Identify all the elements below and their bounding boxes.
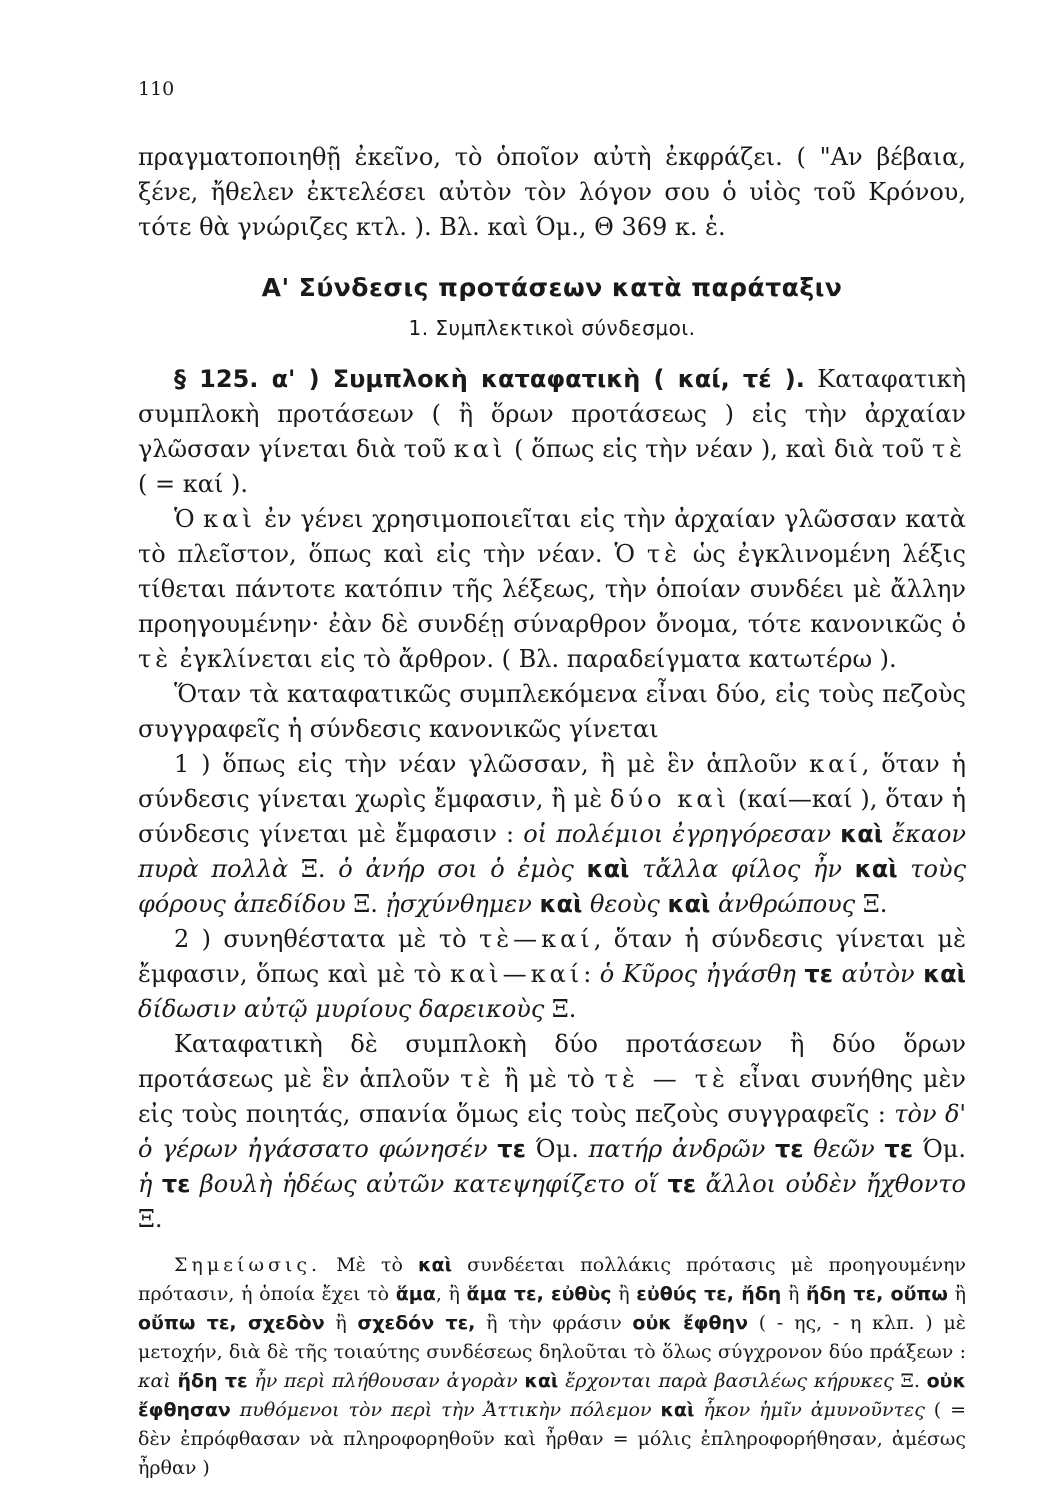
section-125-paragraph-2 bbox=[138, 502, 966, 677]
list-item-1 bbox=[138, 747, 966, 922]
text-run: ( ὅπως εἰς τὴν νέαν ), καὶ διὰ τοῦ bbox=[506, 435, 932, 463]
text-run: ἢ μὲ τὸ bbox=[494, 1065, 605, 1093]
example-text: ἔκαον πυρὰ πολλὰ bbox=[138, 820, 967, 883]
example-text: ὁ ἀνήρ σοι ὁ ἐμὸς bbox=[338, 855, 574, 883]
bold-word: τε bbox=[804, 960, 834, 988]
bold-word: καὶ bbox=[586, 855, 630, 883]
bold-word: καὶ bbox=[840, 820, 884, 848]
example-text: τἄλλα φίλος ἦν bbox=[642, 855, 842, 883]
spaced-word: καὶ bbox=[453, 435, 507, 463]
example-text: θεῶν bbox=[813, 1135, 875, 1163]
otan-paragraph: Ὅταν τὰ καταφατικῶς συμπλεκόμενα εἶναι δύο, εἰς τοὺς πεζοὺς συγγραφεῖς ἡ σύνδεσις κανονικῶς γίνεται bbox=[138, 680, 966, 743]
text-run: Καταφατικὴ συμπλοκὴ προτάσεων ( ἢ ὅρων προτάσεως ) εἰς τὴν ἀρχαίαν γλῶσσαν γίνεται διὰ τοῦ bbox=[138, 365, 966, 463]
text-run: (καί—καί ), ὅταν ἡ σύνδεσις γίνεται μὲ ἔμφασιν : bbox=[138, 785, 967, 848]
example-text: οἱ πολέμιοι ἐγρηγόρεσαν bbox=[523, 820, 832, 848]
spaced-word: τὲ bbox=[646, 540, 681, 568]
note-label: Σημείωσις. bbox=[174, 1254, 322, 1276]
text-run: συνδέεται πολλάκις πρότασις μὲ προηγουμένην πρότασιν, ἡ ὁποία ἔχει τὸ bbox=[138, 1254, 966, 1305]
bold-word: καὶ bbox=[418, 1254, 453, 1276]
text-run: Ξ. bbox=[893, 1370, 927, 1392]
bold-word: καὶ bbox=[854, 855, 898, 883]
note-block bbox=[138, 1251, 966, 1483]
text-run: , ὅταν ἡ σύνδεσις γίνεται χωρὶς ἔμφασιν, ἢ μὲ bbox=[138, 750, 966, 813]
spaced-word: δύο καὶ bbox=[610, 785, 731, 813]
page-number: 110 bbox=[138, 78, 175, 100]
text-run: Καταφατικὴ δὲ συμπλοκὴ δύο προτάσεων ἢ δύο ὅρων προτάσεως μὲ ἓν ἁπλοῦν bbox=[138, 1030, 966, 1093]
spaced-word: καὶ bbox=[203, 505, 256, 533]
example-text: ἡ bbox=[138, 1170, 153, 1198]
text-run: ἢ τὴν φράσιν bbox=[475, 1312, 633, 1334]
text-run: ὡς ἐγκλινομένη λέξις τίθεται πάντοτε κατόπιν τῆς λέξεως, τὴν ὁποίαν συνδέει μὲ ἄλλην προηγουμένην· ἐὰν δὲ συνδέῃ σύναρθρον ὄνομα, τότε κανονικῶς ὁ bbox=[138, 540, 967, 638]
spaced-word: τὲ — τὲ bbox=[604, 1065, 729, 1093]
text-run: ( - ης, - η κλπ. ) μὲ μετοχήν, διὰ δὲ τῆς τοιαύτης συνδέσεως δηλοῦται τὸ ὅλως σύγχρονον δύο πράξεων : bbox=[138, 1312, 966, 1363]
text-run: Μὲ τὸ bbox=[321, 1254, 419, 1276]
bold-word: τε bbox=[774, 1135, 804, 1163]
bold-word: ἅμα bbox=[395, 1283, 436, 1305]
book-page bbox=[138, 78, 966, 1483]
section-125-paragraph bbox=[138, 362, 966, 502]
list-item-2 bbox=[138, 922, 966, 1027]
example-text: ἄλλοι οὐδὲν ἤχθοντο bbox=[705, 1170, 966, 1198]
bold-word: ἅμα τε, εὐθὺς bbox=[466, 1283, 612, 1305]
text-run: ( = καί ). bbox=[138, 470, 248, 498]
example-text: αὐτὸν bbox=[841, 960, 915, 988]
example-text: ἧκον ἡμῖν ἀμυνοῦντες bbox=[703, 1399, 925, 1421]
text-run: Ὁ bbox=[174, 505, 195, 533]
bold-word: καὶ bbox=[524, 1370, 559, 1392]
bold-word: σχεδόν τε, bbox=[357, 1312, 476, 1334]
text-run: , ὅταν ἡ σύνδεσις γίνεται μὲ ἔμφασιν, ὅπως καὶ μὲ τὸ bbox=[138, 925, 966, 988]
spaced-word: τὲ bbox=[931, 435, 966, 463]
bold-word: τε bbox=[667, 1170, 697, 1198]
bold-word: οὐκ ἔφθησαν bbox=[138, 1370, 966, 1421]
example-text: ἀνθρώπους bbox=[718, 890, 856, 918]
bold-word: τε bbox=[497, 1135, 526, 1163]
chapter-heading: Α' Σύνδεσις προτάσεων κατὰ παράταξιν bbox=[261, 273, 843, 302]
bold-word: καὶ bbox=[923, 960, 966, 988]
example-text: ᾐσχύνθημεν bbox=[385, 890, 532, 918]
text-run: ἐγκλίνεται εἰς τὸ ἄρθρον. ( Βλ. παραδείγματα κατωτέρω ). bbox=[172, 645, 897, 673]
text-run: εἶναι συνήθης μὲν εἰς τοὺς ποιητάς, σπανία ὅμως εἰς τοὺς πεζοὺς συγγραφεῖς : bbox=[138, 1065, 966, 1128]
example-text: πυθόμενοι τὸν περὶ τὴν Ἀττικὴν πόλεμον bbox=[239, 1399, 652, 1421]
example-text: πατήρ ἀνδρῶν bbox=[588, 1135, 766, 1163]
example-text: ἔρχονται παρὰ βασιλέως κήρυκες bbox=[565, 1370, 894, 1392]
text-run: Ξ. bbox=[544, 995, 577, 1023]
bold-word: οὔπω τε, σχεδὸν bbox=[138, 1312, 325, 1334]
bold-word: εὐθύς τε, ἤδη bbox=[636, 1283, 782, 1305]
spaced-word: καὶ—καί bbox=[449, 960, 584, 988]
text-run: Ξ. bbox=[855, 890, 888, 918]
example-text: τοὺς φόρους ἀπεδίδου bbox=[138, 855, 967, 918]
text-run: ἐν γένει χρησιμοποιεῖται εἰς τὴν ἀρχαίαν γλῶσσαν κατὰ τὸ πλεῖστον, ὅπως καὶ εἰς τὴν νέαν. Ὁ bbox=[138, 505, 966, 568]
bold-word: οὐκ ἔφθην bbox=[632, 1312, 749, 1334]
text-run: Όμ. bbox=[525, 1135, 589, 1163]
example-text: ὁ Κῦρος ἠγάσθη bbox=[599, 960, 796, 988]
spaced-word: τὲ bbox=[138, 645, 173, 673]
text-run: Ξ. bbox=[288, 855, 339, 883]
example-text: βουλὴ ἡδέως αὐτῶν κατεψηφίζετο οἵ bbox=[199, 1170, 659, 1198]
text-run: 1 ) ὅπως εἰς τὴν νέαν γλῶσσαν, ἢ μὲ ἓν ἁπλοῦν bbox=[174, 750, 810, 778]
bold-word: ἤδη τε, οὔπω bbox=[806, 1283, 948, 1305]
bold-word: καὶ bbox=[667, 890, 711, 918]
bold-word: τε bbox=[884, 1135, 914, 1163]
kataphatiki-paragraph bbox=[138, 1027, 966, 1237]
bold-word: ἤδη τε bbox=[177, 1370, 248, 1392]
bold-word: καὶ bbox=[539, 890, 583, 918]
text-run: : bbox=[583, 960, 600, 988]
example-text: καὶ bbox=[138, 1370, 171, 1392]
text-run: ἢ bbox=[781, 1283, 807, 1305]
text-run: ἢ bbox=[611, 1283, 637, 1305]
note-paragraph bbox=[138, 1251, 966, 1483]
text-run: Όμ. bbox=[913, 1135, 966, 1163]
section-subheading: 1. Συμπλεκτικοὶ σύνδεσμοι. bbox=[408, 316, 696, 340]
text-run: , ἢ bbox=[435, 1283, 467, 1305]
bold-word: καὶ bbox=[660, 1399, 695, 1421]
section-125-title: § 125. α' ) Συμπλοκὴ καταφατικὴ ( καί, τέ ). bbox=[174, 365, 805, 393]
spaced-word: τὲ bbox=[460, 1065, 495, 1093]
text-run: ἢ bbox=[324, 1312, 358, 1334]
text-run: Ξ. bbox=[138, 1205, 163, 1233]
intro-paragraph: πραγματοποιηθῇ ἐκεῖνο, τὸ ὁποῖον αὐτὴ ἐκφράζει. ( "Αν βέβαια, ξένε, ἤθελεν ἐκτελέσει αὐτὸν τὸν λόγον σου ὁ υἱὸς τοῦ Κρόνου, τότε θὰ γνώριζες κτλ. ). Βλ. καὶ Όμ., Θ 369 κ. ἑ. bbox=[138, 143, 966, 241]
example-text: τὸν δ' ὁ γέρων ἠγάσσατο φώνησέν bbox=[138, 1100, 966, 1163]
text-run: ( = δὲν ἐπρόφθασαν νὰ πληροφορηθοῦν καὶ ἦρθαν = μόλις ἐπληροφορήθησαν, ἀμέσως ἦρθαν ) bbox=[138, 1399, 967, 1479]
spaced-word: καί bbox=[809, 750, 862, 778]
spaced-word: τὲ—καί bbox=[478, 925, 594, 953]
text-run: Ξ. bbox=[345, 890, 386, 918]
text-run: 2 ) συνηθέστατα μὲ τὸ bbox=[174, 925, 479, 953]
example-text: θεοὺς bbox=[590, 890, 660, 918]
bold-word: τε bbox=[161, 1170, 191, 1198]
example-text: ἦν περὶ πλήθουσαν ἀγορὰν bbox=[254, 1370, 518, 1392]
example-text: δίδωσιν αὐτῷ μυρίους δαρεικοὺς bbox=[138, 995, 545, 1023]
text-run: ἢ bbox=[947, 1283, 966, 1305]
